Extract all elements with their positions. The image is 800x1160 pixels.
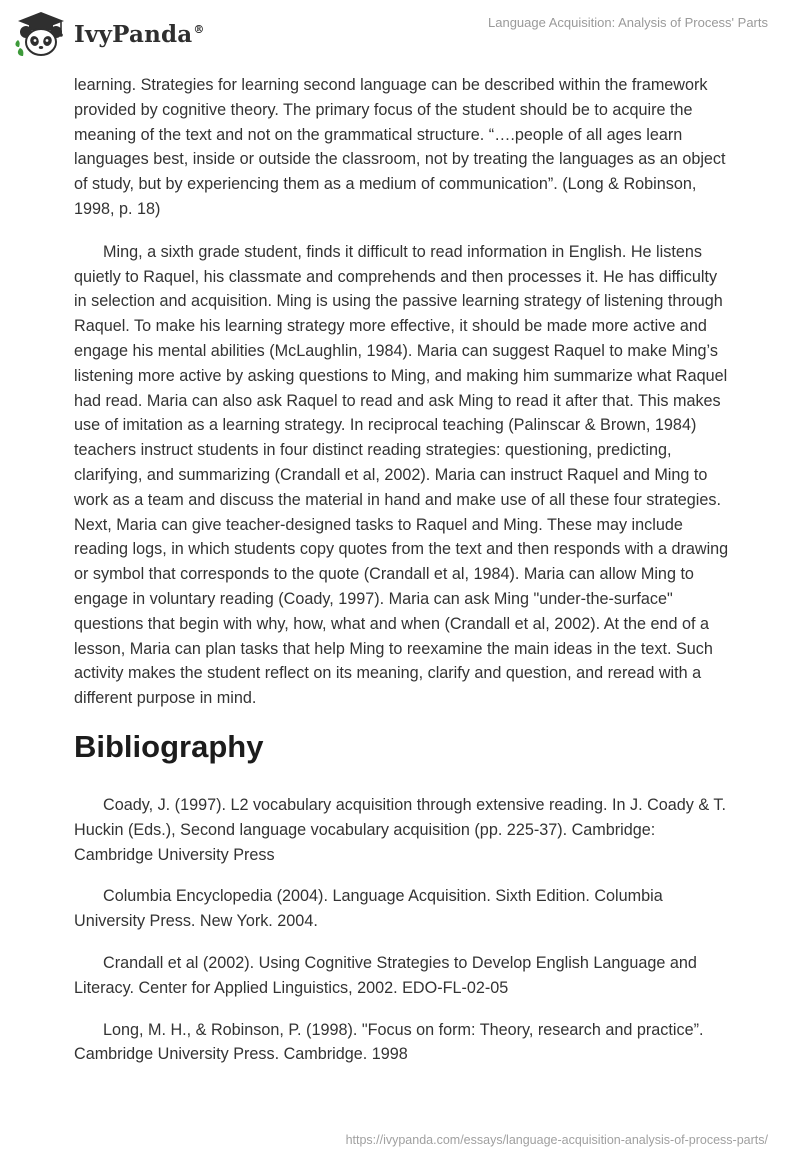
bibliography-entry: Crandall et al (2002). Using Cognitive Strategies to Develop English Language and Literacy. Center for Applied Linguistics, 2002. EDO-FL-02-05	[74, 953, 697, 997]
bibliography-entry: Long, M. H., & Robinson, P. (1998). "Focus on form: Theory, research and practice”. Cambridge University Press. Cambridge. 1998	[74, 1020, 704, 1064]
body-paragraph: Ming, a sixth grade student, finds it difficult to read information in English. He listens quietly to Raquel, his classmate and comprehends and then processes it. He has difficulty in selection and acquisition. Ming is using the passive learning strategy of listening through Raquel. To make his learning strategy more effective, it should be made more active and engage his mental abilities (McLaughlin, 1984). Maria can suggest Raquel to make Ming’s listening more active by asking questions to Ming, and making him summarize what Raquel had read. Maria can also ask Raquel to read and ask Ming to read it after that. This makes use of imitation as a learning strategy. In reciprocal teaching (Palinscar & Brown, 1984) teachers instruct students in four distinct reading strategies: questioning, predicting, clarifying, and summarizing (Crandall et al, 2002). Maria can instruct Raquel and Ming to work as a team and discuss the material in hand and make use of all these four strategies. Next, Maria can give teacher-designed tasks to Raquel and Ming. These may include reading logs, in which students copy quotes from the text and then responds with a drawing or symbol that corresponds to the quote (Crandall et al, 1984). Maria can allow Ming to engage in voluntary reading (Coady, 1997). Maria can ask Ming "under-the-surface" questions that begin with why, how, what and when (Crandall et al, 2002). At the end of a lesson, Maria can plan tasks that help Ming to reexamine the main ideas in the text. Such activity makes the student reflect on its meaning, clarify and question, and reread with a different purpose in mind.	[74, 242, 729, 708]
body-paragraph: learning. Strategies for learning second language can be described within the framework provided by cognitive theory. The primary focus of the student should be to acquire the meaning of the text and not on the grammatical structure. “….people of all ages learn languages best, inside or outside the classroom, not by treating the languages as an object of study, but by experiencing them as a medium of communication”. (Long & Robinson, 1998, p. 18)	[74, 76, 726, 218]
footer-url[interactable]: https://ivypanda.com/essays/language-acquisition-analysis-of-process-parts/	[345, 1133, 768, 1147]
ivypanda-logo[interactable]	[14, 8, 205, 60]
brand-name: IvyPanda®	[74, 20, 205, 48]
page-header	[0, 0, 800, 70]
registered-mark: ®	[193, 22, 205, 36]
bibliography-entry: Coady, J. (1997). L2 vocabulary acquisition through extensive reading. In J. Coady & T. Huckin (Eds.), Second language vocabulary acquisition (pp. 225-37). Cambridge: Cambridge University Press	[74, 795, 726, 864]
document-title: Language Acquisition: Analysis of Process' Parts	[488, 15, 768, 30]
bibliography-heading: Bibliography	[74, 728, 264, 764]
panda-graduation-cap-icon	[14, 10, 68, 58]
bibliography-entry: Columbia Encyclopedia (2004). Language Acquisition. Sixth Edition. Columbia University Press. New York. 2004.	[74, 887, 663, 931]
essay-content	[74, 73, 734, 1084]
